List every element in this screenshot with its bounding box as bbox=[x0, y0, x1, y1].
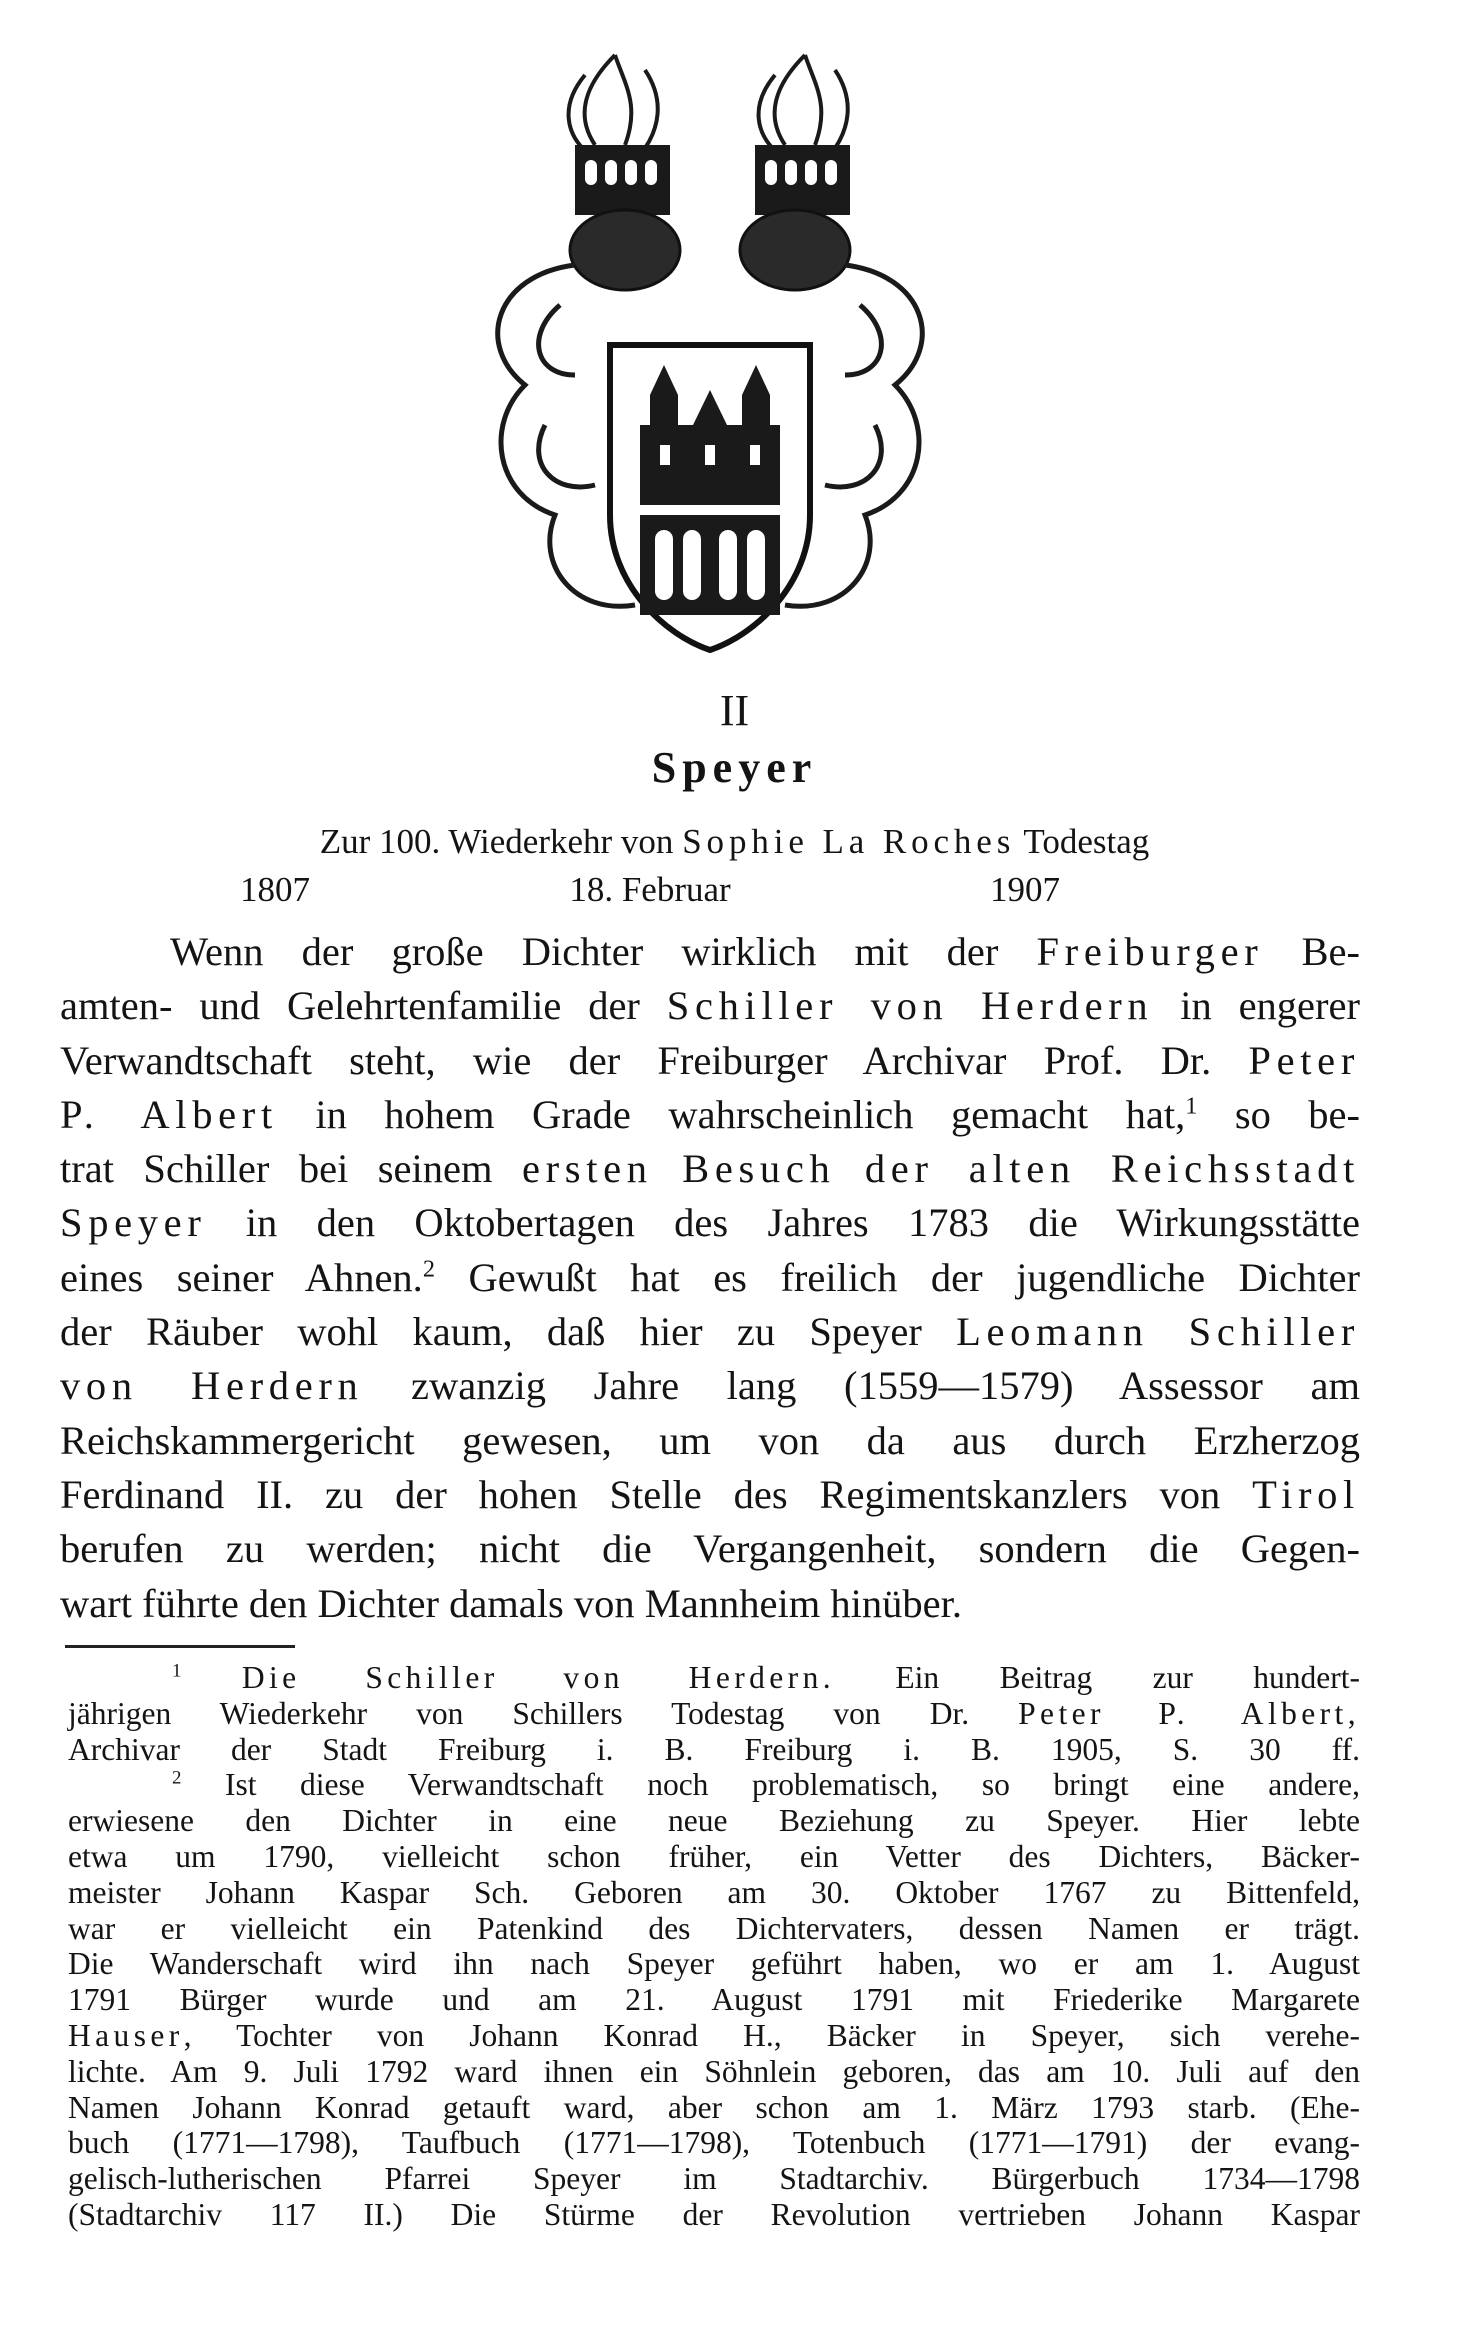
date-left: 1807 bbox=[240, 870, 310, 909]
footnote-line: meister Johann Kaspar Sch. Geboren am 30. Oktober 1767 zu Bittenfeld, bbox=[68, 1874, 1360, 1910]
text-run: in engerer bbox=[1153, 983, 1360, 1029]
text-run: , Tochter von Johann Konrad H., Bäcker in Speyer, sich verehe- bbox=[183, 2017, 1360, 2053]
footnote-line: war er vielleicht ein Patenkind des Dichtervaters, dessen Namen er trägt. bbox=[68, 1910, 1360, 1946]
text-run: Ist diese Verwandtschaft noch problematisch, so bringt eine andere, bbox=[225, 1767, 1361, 1803]
text-line bbox=[60, 1468, 1360, 1522]
footnote-line bbox=[68, 1696, 1360, 1732]
text-run: in den Oktobertagen des Jahres 1783 die Wirkungsstätte bbox=[206, 1200, 1360, 1246]
text-line bbox=[60, 1251, 1360, 1305]
footnote-line bbox=[68, 1660, 1360, 1696]
footnote-number: 2 bbox=[172, 1768, 182, 1790]
text-run: eines seiner Ahnen. bbox=[60, 1254, 423, 1300]
text-run: Be- bbox=[1263, 929, 1361, 974]
spaced-word: Leomann Schiller bbox=[956, 1309, 1360, 1355]
spaced-word: der alten Reichsstadt bbox=[864, 1146, 1361, 1192]
subtitle-text: Todestag bbox=[1015, 822, 1150, 861]
text-run: Wenn der große Dichter wirklich mit der bbox=[170, 929, 1037, 974]
text-line bbox=[60, 1088, 1360, 1142]
text-run: zwanzig Jahre lang (1559—1579) Assessor am bbox=[363, 1363, 1360, 1409]
spaced-word: Besuch bbox=[682, 1146, 836, 1192]
footnote-line: Die Wanderschaft wird ihn nach Speyer geführt haben, wo er am 1. August bbox=[68, 1946, 1360, 1982]
footnote-line bbox=[68, 2018, 1360, 2054]
text-line bbox=[60, 979, 1360, 1033]
footnote-line: lichte. Am 9. Juli 1792 ward ihnen ein Söhnlein geboren, das am 10. Juli auf den bbox=[68, 2053, 1360, 2089]
footnote-marker: 2 bbox=[422, 1255, 435, 1283]
text-run: in hohem Grade wahrscheinlich gemacht hat, bbox=[277, 1091, 1186, 1137]
speyer-coat-of-arms-icon bbox=[465, 45, 955, 675]
spaced-word: Hauser bbox=[68, 2017, 184, 2053]
footnote-line: Archivar der Stadt Freiburg i. B. Freiburg i. B. 1905, S. 30 ff. bbox=[68, 1731, 1360, 1767]
text-run: Ferdinand II. zu der hohen Stelle des Regimentskanzlers von bbox=[60, 1471, 1253, 1517]
footnote-line: Namen Johann Konrad getauft ward, aber schon am 1. März 1793 starb. (Ehe- bbox=[68, 2089, 1360, 2125]
spaced-word: Tirol bbox=[1252, 1471, 1360, 1517]
chapter-number: II bbox=[719, 686, 750, 735]
text-run: so be- bbox=[1197, 1091, 1360, 1137]
footnote-line: erwiesene den Dichter in eine neue Beziehung zu Speyer. Hier lebte bbox=[68, 1803, 1360, 1839]
date-right: 1907 bbox=[989, 870, 1060, 909]
footnote-line: 1791 Bürger wurde und am 21. August 1791 mit Friederike Margarete bbox=[68, 1982, 1360, 2018]
spaced-word: P. Albert bbox=[60, 1091, 278, 1137]
footnote-line: buch (1771—1798), Taufbuch (1771—1798), Totenbuch (1771—1791) der evang- bbox=[68, 2125, 1360, 2161]
text-line: wart führte den Dichter damals von Mannheim hinüber. bbox=[60, 1580, 962, 1626]
text-line bbox=[60, 1359, 1360, 1413]
spaced-word: Die Schiller von Herdern. bbox=[241, 1660, 836, 1695]
date-line bbox=[240, 870, 1060, 910]
text-line: Reichskammergericht gewesen, um von da aus durch Erzherzog bbox=[60, 1417, 1360, 1463]
text-run: der Räuber wohl kaum, daß hier zu Speyer bbox=[60, 1309, 957, 1355]
spaced-word: ersten bbox=[521, 1146, 653, 1192]
text-run: jährigen Wiederkehr von Schillers Todestag von Dr. bbox=[68, 1695, 1019, 1731]
spaced-word: Peter bbox=[1248, 1037, 1360, 1083]
text-run bbox=[653, 1146, 682, 1191]
footnotes bbox=[68, 1660, 1360, 2233]
text-run bbox=[835, 1146, 864, 1191]
footnote-line: etwa um 1790, vielleicht schon früher, ein Vetter des Dichters, Bäcker- bbox=[68, 1838, 1360, 1874]
text-line: berufen zu werden; nicht die Vergangenheit, sondern die Gegen- bbox=[60, 1526, 1360, 1572]
text-run: Ein Beitrag zur hundert- bbox=[835, 1660, 1360, 1695]
footnote-divider bbox=[65, 1645, 295, 1648]
chapter-subtitle bbox=[0, 822, 1469, 862]
text-line bbox=[60, 925, 1360, 979]
main-text bbox=[60, 925, 1360, 1631]
text-line bbox=[60, 1305, 1360, 1359]
footnote-line: gelisch-lutherischen Pfarrei Speyer im Stadtarchiv. Bürgerbuch 1734—1798 bbox=[68, 2161, 1360, 2197]
footnote-line bbox=[68, 1767, 1360, 1803]
text-run: Gewußt hat es freilich der jugendliche Dichter bbox=[434, 1254, 1360, 1300]
spaced-word: Freiburger bbox=[1036, 929, 1264, 974]
spaced-word: von Herdern bbox=[60, 1363, 364, 1409]
date-mid: 18. Februar bbox=[569, 870, 731, 909]
spaced-word: Peter P. Albert, bbox=[1018, 1695, 1360, 1731]
chapter-title: Speyer bbox=[651, 743, 818, 792]
footnote-line: (Stadtarchiv 117 II.) Die Stürme der Revolution vertrieben Johann Kaspar bbox=[68, 2196, 1360, 2232]
footnote-number: 1 bbox=[172, 1660, 182, 1682]
footnote-marker: 1 bbox=[1185, 1092, 1198, 1120]
text-line bbox=[60, 1034, 1360, 1088]
spaced-word: Schiller von Herdern bbox=[666, 983, 1154, 1029]
text-line bbox=[60, 1196, 1360, 1250]
subtitle-text: Zur 100. Wiederkehr von bbox=[319, 822, 683, 861]
spaced-word: Speyer bbox=[60, 1200, 207, 1246]
text-run: amten- und Gelehrtenfamilie der bbox=[60, 983, 667, 1029]
text-line bbox=[60, 1142, 1360, 1196]
text-run: trat Schiller bei seinem bbox=[60, 1146, 522, 1192]
text-run: Verwandtschaft steht, wie der Freiburger Archivar Prof. Dr. bbox=[60, 1037, 1249, 1083]
subtitle-name: Sophie La Roches bbox=[682, 822, 1016, 861]
